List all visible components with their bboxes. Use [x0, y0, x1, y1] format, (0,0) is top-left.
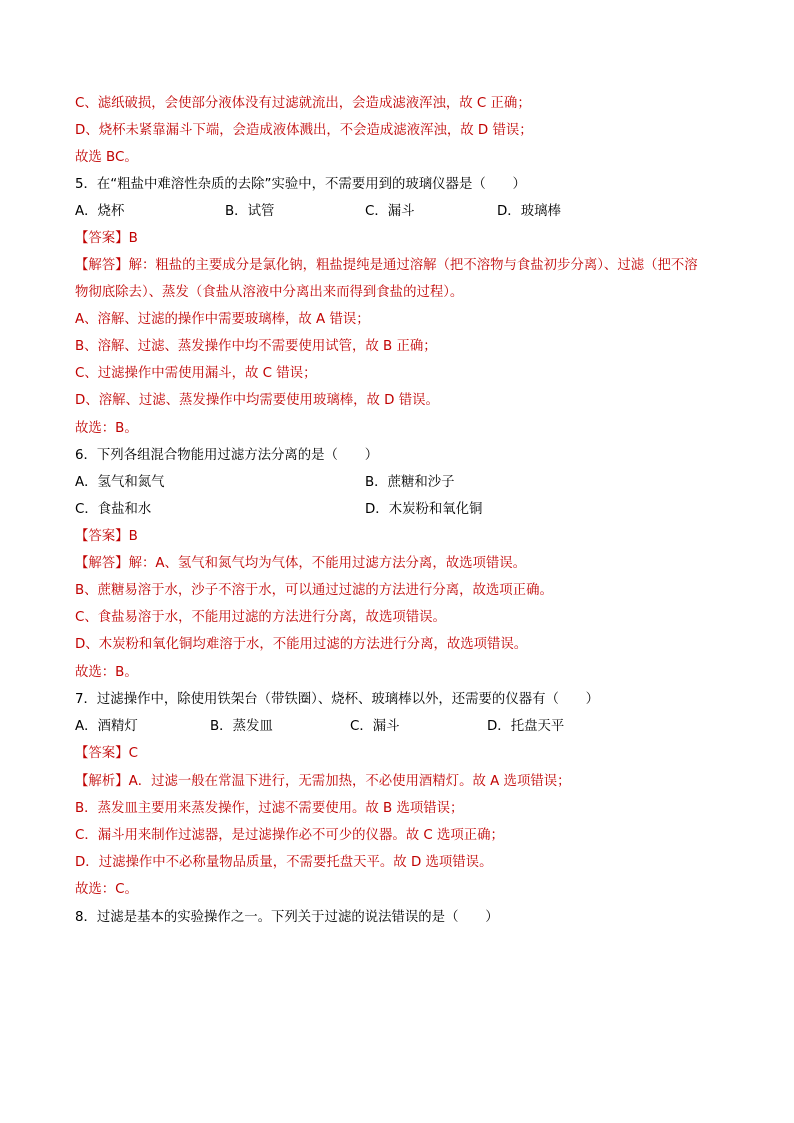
q6-answer-tag: 【答案】	[75, 529, 129, 544]
q5-point-c: C、过滤操作中需使用漏斗，故 C 错误；	[75, 366, 317, 381]
q6-point-c: C、食盐易溶于水，不能用过滤的方法进行分离，故选项错误。	[75, 610, 446, 625]
carryover-point-d: D、烧杯未紧靠漏斗下端，会造成液体溅出，不会造成滤液浑浊，故 D 错误；	[75, 123, 533, 138]
q5-conclusion: 故选：B。	[75, 421, 138, 436]
q6-answer	[75, 528, 138, 546]
q7-answer-value: C	[128, 746, 138, 761]
carryover-point-c: C、滤纸破损，会使部分液体没有过滤就流出，会造成滤液浑浊，故 C 正确；	[75, 96, 531, 111]
q6-point-b: B、蔗糖易溶于水，沙子不溶于水，可以通过过滤的方法进行分离，故选项正确。	[75, 583, 553, 598]
q7-point-d: D．过滤操作中不必称量物品质量，不需要托盘天平。故 D 选项错误。	[75, 855, 493, 870]
q5-analysis-tag: 【解答】	[75, 258, 129, 273]
q8-stem: 8．过滤是基本的实验操作之一。下列关于过滤的说法错误的是（ ）	[75, 910, 499, 925]
q5-analysis-line1	[75, 257, 698, 275]
q7-conclusion: 故选：C。	[75, 882, 138, 897]
q6-answer-value: B	[128, 529, 138, 544]
q6-option-b: B．蔗糖和沙子	[365, 475, 455, 490]
q7-analysis-line1	[75, 773, 571, 791]
q5-point-b: B、溶解、过滤、蒸发操作中均不需要使用试管，故 B 正确；	[75, 339, 437, 354]
q7-answer	[75, 745, 138, 763]
q6-point-d: D、木炭粉和氧化铜均难溶于水，不能用过滤的方法进行分离，故选项错误。	[75, 637, 528, 652]
q5-option-a: A．烧杯	[75, 204, 125, 219]
q6-option-a: A．氢气和氮气	[75, 475, 165, 490]
q6-stem: 6．下列各组混合物能用过滤方法分离的是（ ）	[75, 448, 379, 463]
q7-analysis-tag: 【解析】	[75, 774, 129, 789]
q6-conclusion: 故选：B。	[75, 665, 138, 680]
q7-answer-tag: 【答案】	[75, 746, 129, 761]
q6-analysis-tag: 【解答】	[75, 556, 129, 571]
q7-option-c: C．漏斗	[350, 719, 400, 734]
q5-answer	[75, 230, 138, 248]
q7-analysis-text1: A．过滤一般在常温下进行，无需加热，不必使用酒精灯。故 A 选项错误；	[128, 774, 571, 789]
q7-stem: 7．过滤操作中，除使用铁架台（带铁圈）、烧杯、玻璃棒以外，还需要的仪器有（ ）	[75, 692, 600, 707]
q7-option-b: B．蒸发皿	[210, 719, 273, 734]
carryover-conclusion: 故选 BC。	[75, 150, 138, 165]
q5-analysis-text1: 解：粗盐的主要成分是氯化钠，粗盐提纯是通过溶解（把不溶物与食盐初步分离）、过滤（把不溶	[128, 258, 698, 273]
q5-option-d: D．玻璃棒	[497, 204, 561, 219]
q5-stem: 5．在“粗盐中难溶性杂质的去除”实验中，不需要用到的玻璃仪器是（ ）	[75, 177, 526, 192]
q5-point-d: D、溶解、过滤、蒸发操作中均需要使用玻璃棒，故 D 错误。	[75, 393, 439, 408]
q6-analysis-line1	[75, 555, 526, 573]
q5-answer-value: B	[128, 231, 138, 246]
q6-analysis-text1: 解：A、氢气和氮气均为气体，不能用过滤方法分离，故选项错误。	[128, 556, 527, 571]
q7-point-b: B．蒸发皿主要用来蒸发操作，过滤不需要使用。故 B 选项错误；	[75, 801, 464, 816]
q6-option-c: C．食盐和水	[75, 502, 152, 517]
q7-option-a: A．酒精灯	[75, 719, 138, 734]
q7-point-c: C．漏斗用来制作过滤器，是过滤操作必不可少的仪器。故 C 选项正确；	[75, 828, 504, 843]
q6-option-d: D．木炭粉和氧化铜	[365, 502, 483, 517]
q5-option-b: B．试管	[225, 204, 275, 219]
q5-analysis-line2: 物彻底除去）、蒸发（食盐从溶液中分离出来而得到食盐的过程）。	[75, 285, 464, 300]
q5-point-a: A、溶解、过滤的操作中需要玻璃棒，故 A 错误；	[75, 312, 370, 327]
q5-option-c: C．漏斗	[365, 204, 415, 219]
q7-option-d: D．托盘天平	[487, 719, 565, 734]
q5-answer-tag: 【答案】	[75, 231, 129, 246]
